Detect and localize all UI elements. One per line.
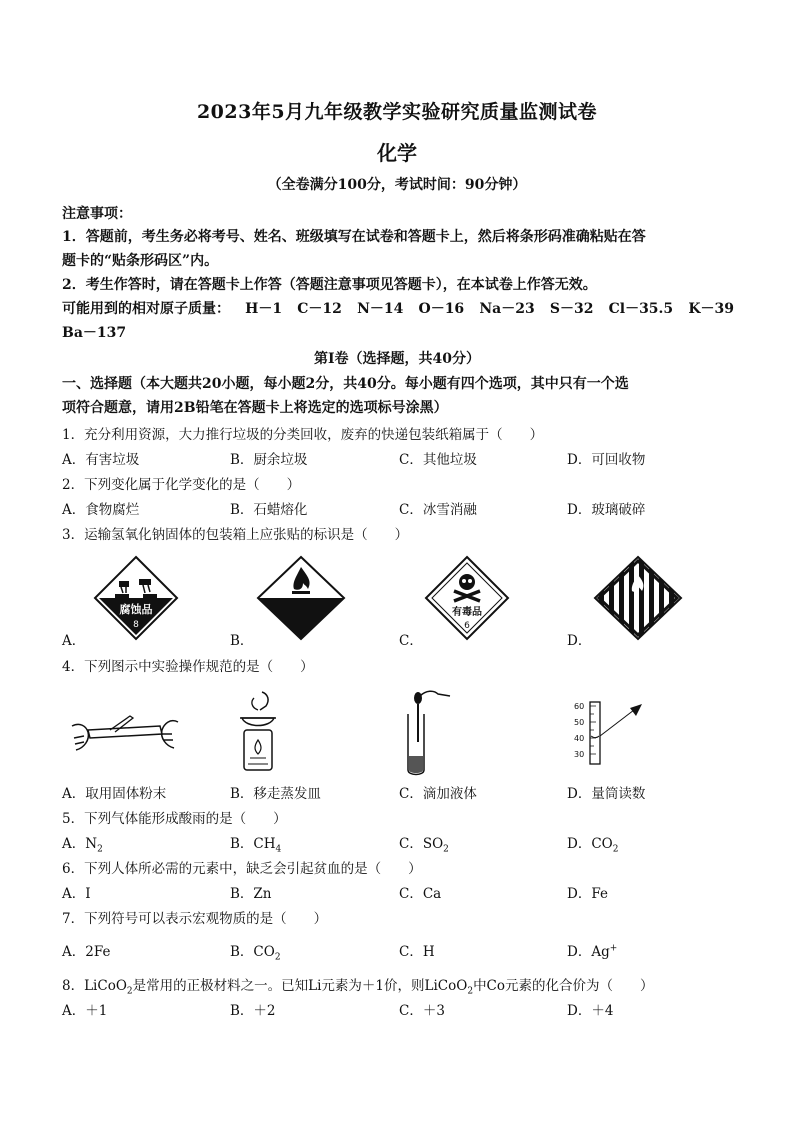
question-7: 7．下列符号可以表示宏观物质的是（ ） [62, 911, 328, 927]
notes-heading: 注意事项： [62, 206, 132, 222]
part1-intro-b: 项符合题意，请用2B铅笔在答题卡上将选定的选项标号涂黑） [62, 400, 448, 416]
graduated-cylinder-icon [572, 700, 648, 766]
q8-option-d: D．＋4 [567, 1003, 614, 1019]
q4-option-b: B．移走蒸发皿 [230, 786, 321, 802]
mass-n: N－14 [357, 301, 404, 317]
question-1: 1．充分利用资源，大力推行垃圾的分类回收，废弃的快递包装纸箱属于（ ） [62, 427, 544, 443]
exam-title: 2023年5月九年级教学实验研究质量监测试卷 [196, 101, 598, 123]
mass-cl: Cl－35.5 [608, 301, 674, 317]
q6-option-a: A．I [62, 886, 91, 902]
question-2: 2．下列变化属于化学变化的是（ ） [62, 477, 301, 493]
mass-h: H－1 [245, 301, 283, 317]
q3-option-d: D． [567, 633, 592, 649]
flammable-solid-sign-icon [593, 555, 683, 641]
mass-k: K－39 [688, 301, 734, 317]
corrosive-sign-icon [93, 555, 179, 641]
q5-option-b: B．$CH_4$ [230, 836, 282, 855]
evaporating-dish-icon [232, 688, 284, 774]
exam-info: （全卷满分100分，考试时间：90分钟） [267, 177, 527, 193]
q8-option-a: A．＋1 [62, 1003, 108, 1019]
q8-option-c: C．＋3 [399, 1003, 445, 1019]
q2-option-b: B．石蜡熔化 [230, 502, 308, 518]
q1-option-d: D．可回收物 [567, 452, 646, 468]
atomic-masses-label: 可能用到的相对原子质量： [62, 301, 230, 317]
q3-option-c: C． [399, 633, 423, 649]
subject-title: 化学 [377, 141, 417, 165]
note-1a: 1．答题前，考生务必将考号、姓名、班级填写在试卷和答题卡上，然后将条形码准确粘贴在答 [62, 229, 646, 245]
q3-option-a: A． [62, 633, 86, 649]
flammable-sign-icon [256, 555, 346, 641]
q2-option-d: D．玻璃破碎 [567, 502, 646, 518]
corrosive-number: 8 [133, 620, 139, 630]
mass-ba: Ba－137 [62, 325, 127, 341]
dropper-test-tube-icon [400, 686, 456, 778]
question-5: 5．下列气体能形成酸雨的是（ ） [62, 811, 287, 827]
q6-option-b: B．Zn [230, 886, 272, 902]
mass-o: O－16 [418, 301, 465, 317]
corrosive-label: 腐蚀品 [119, 603, 153, 616]
q4-option-d: D．量筒读数 [567, 786, 646, 802]
cylinder-mark-50: 50 [574, 718, 585, 727]
test-tube-powder-icon [70, 708, 180, 758]
q8-option-b: B．＋2 [230, 1003, 276, 1019]
q1-option-a: A．有害垃圾 [62, 452, 140, 468]
q2-option-a: A．食物腐烂 [62, 502, 140, 518]
q7-option-d: D．Ag+ [567, 943, 618, 960]
part1-intro-a: 一、选择题（本大题共20小题，每小题2分，共40分。每小题有四个选项，其中只有一个选 [62, 376, 629, 392]
mass-na: Na－23 [479, 301, 535, 317]
q2-option-c: C．冰雪消融 [399, 502, 477, 518]
mass-s: S－32 [549, 301, 594, 317]
cylinder-mark-40: 40 [574, 734, 585, 743]
cylinder-mark-30: 30 [574, 750, 585, 759]
q5-option-a: A．$N_2$ [62, 836, 103, 855]
note-2: 2．考生作答时，请在答题卡上作答（答题注意事项见答题卡），在本试卷上作答无效。 [62, 277, 597, 293]
q6-option-d: D．Fe [567, 886, 608, 902]
toxic-label: 有毒品 [452, 607, 482, 618]
mass-c: C－12 [297, 301, 342, 317]
q7-option-a: A．2Fe [62, 944, 111, 960]
q7-option-b: B．$CO_2$ [230, 944, 281, 963]
q4-option-a: A．取用固体粉末 [62, 786, 167, 802]
q5-option-c: C．$SO_2$ [399, 836, 449, 855]
q5-option-d: D．$CO_2$ [567, 836, 619, 855]
toxic-sign-icon [424, 555, 510, 641]
q4-option-c: C．滴加液体 [399, 786, 477, 802]
part1-title: 第Ⅰ卷（选择题，共40分） [313, 351, 481, 367]
q1-option-b: B．厨余垃圾 [230, 452, 308, 468]
note-1b: 题卡的“贴条形码区”内。 [62, 253, 219, 269]
toxic-number: 6 [464, 621, 470, 631]
q1-option-c: C．其他垃圾 [399, 452, 477, 468]
cylinder-mark-60: 60 [574, 702, 585, 711]
q7-option-c: C．H [399, 944, 435, 960]
question-8: 8．LiCoO$_2$是常用的正极材料之一。已知Li元素为＋1价，则LiCoO$_2$中Co元素的化合价为（ ） [62, 978, 654, 997]
question-3: 3．运输氢氧化钠固体的包装箱上应张贴的标识是（ ） [62, 527, 409, 543]
question-4: 4．下列图示中实验操作规范的是（ ） [62, 659, 314, 675]
q6-option-c: C．Ca [399, 886, 442, 902]
atomic-masses [62, 298, 734, 318]
question-6: 6．下列人体所必需的元素中，缺乏会引起贫血的是（ ） [62, 861, 422, 877]
q3-option-b: B． [230, 633, 254, 649]
